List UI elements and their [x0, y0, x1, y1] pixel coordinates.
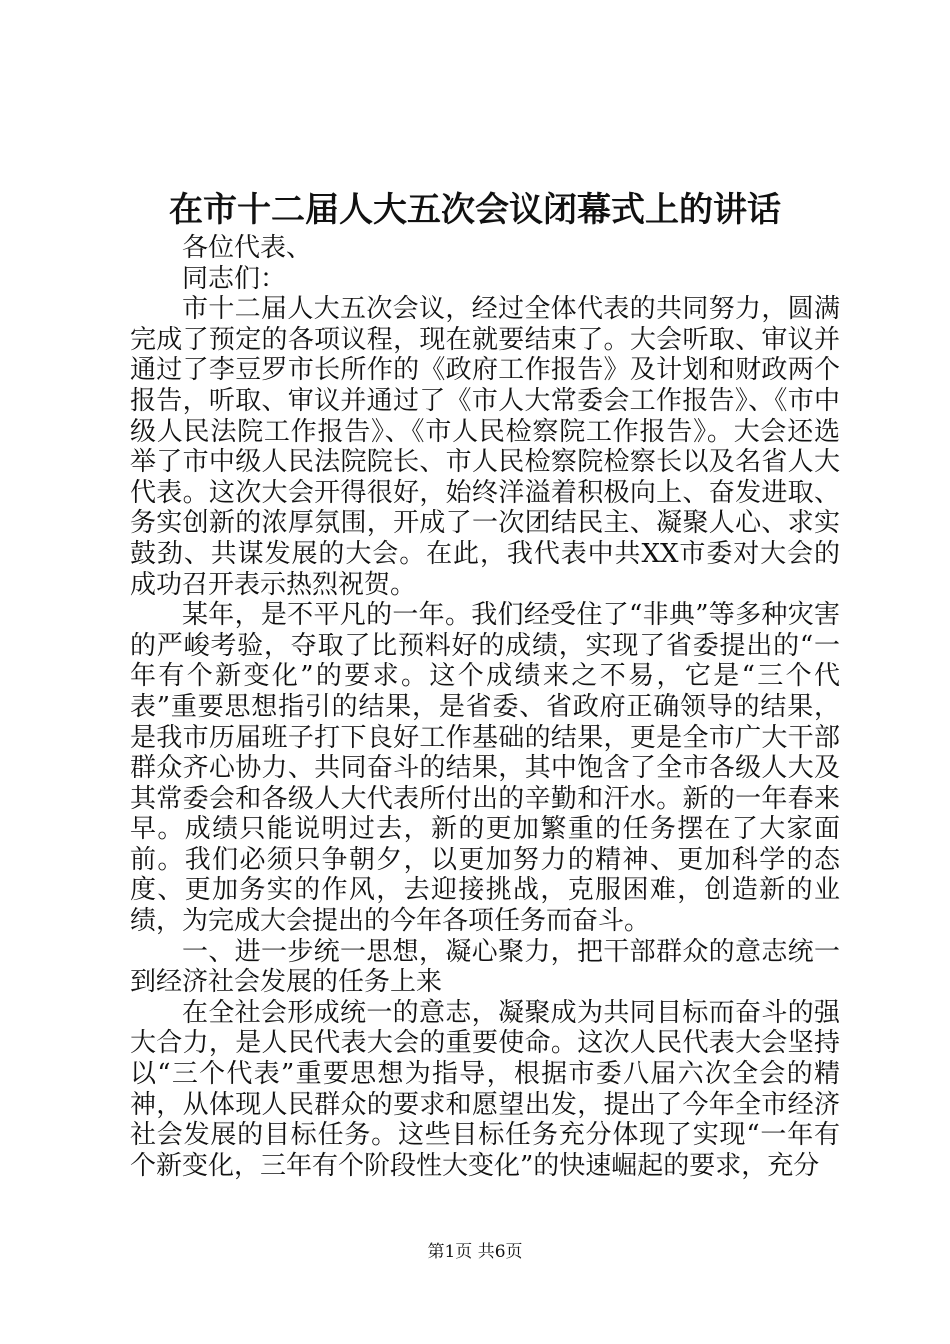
body-paragraph: 某年，是不平凡的一年。我们经受住了“非典”等多种灾害的严峻考验，夺取了比预料好的成绩，实现了省委提出的“一年有个新变化”的要求。这个成绩来之不易，它是“三个代表”重要思想指引的结果，是省委、省政府正确领导的结果，是我市历届班子打下良好工作基础的结果，更是全市广大干部群众齐心协力、共同奋斗的结果，其中饱含了全市各级人大及其常委会和各级人大代表所付出的辛勤和汗水。新的一年春来早。成绩只能说明过去，新的更加繁重的任务摆在了大家面前。我们必须只争朝夕，以更加努力的精神、更加科学的态度、更加务实的作风，去迎接挑战，克服困难，创造新的业绩，为完成大会提出的今年各项任务而奋斗。	[130, 600, 840, 937]
section-heading: 一、进一步统一思想，凝心聚力，把干部群众的意志统一到经济社会发展的任务上来	[130, 936, 840, 998]
document-title: 在市十二届人大五次会议闭幕式上的讲话	[169, 190, 781, 230]
body-paragraph: 市十二届人大五次会议，经过全体代表的共同努力，圆满完成了预定的各项议程，现在就要结束了。大会听取、审议并通过了李豆罗市长所作的《政府工作报告》及计划和财政两个报告，听取、审议并通过了《市人大常委会工作报告》、《市中级人民法院工作报告》、《市人民检察院工作报告》。大会还选举了市中级人民法院院长、市人民检察院检察长以及名省人大代表。这次大会开得很好，始终洋溢着积极向上、奋发进取、务实创新的浓厚氛围，开成了一次团结民主、凝聚人心、求实鼓劲、共谋发展的大会。在此，我代表中共XX市委对大会的成功召开表示热烈祝贺。	[130, 294, 840, 600]
salutation-line: 同志们：	[182, 263, 287, 294]
document-body	[130, 233, 840, 1181]
salutation-line: 各位代表、	[182, 233, 313, 263]
body-paragraph: 在全社会形成统一的意志，凝聚成为共同目标而奋斗的强大合力，是人民代表大会的重要使命。这次人民代表大会坚持以“三个代表”重要思想为指导，根据市委八届六次全会的精神，从体现人民群众的要求和愿望出发，提出了今年全市经济社会发展的目标任务。这些目标任务充分体现了实现“一年有个新变化，三年有个阶段性大变化”的快速崛起的要求，充分	[130, 997, 840, 1181]
page-number-footer: 第1页 共6页	[427, 1242, 523, 1262]
